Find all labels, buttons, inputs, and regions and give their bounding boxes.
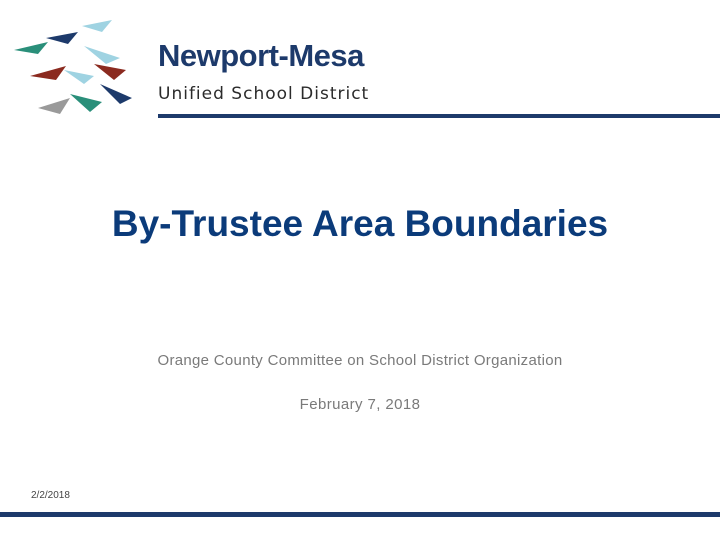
district-logo-icon [8, 18, 138, 130]
presentation-date: February 7, 2018 [299, 396, 421, 413]
slide-subtitle: Orange County Committee on School District Organization [157, 352, 563, 369]
organization-name: Newport-Mesa [158, 38, 364, 73]
organization-subtitle: Unified School District [158, 84, 370, 104]
header-divider [158, 114, 720, 118]
slide-title: By-Trustee Area Boundaries [111, 203, 609, 244]
footer-divider [0, 512, 720, 517]
footer-date: 2/2/2018 [31, 490, 70, 501]
